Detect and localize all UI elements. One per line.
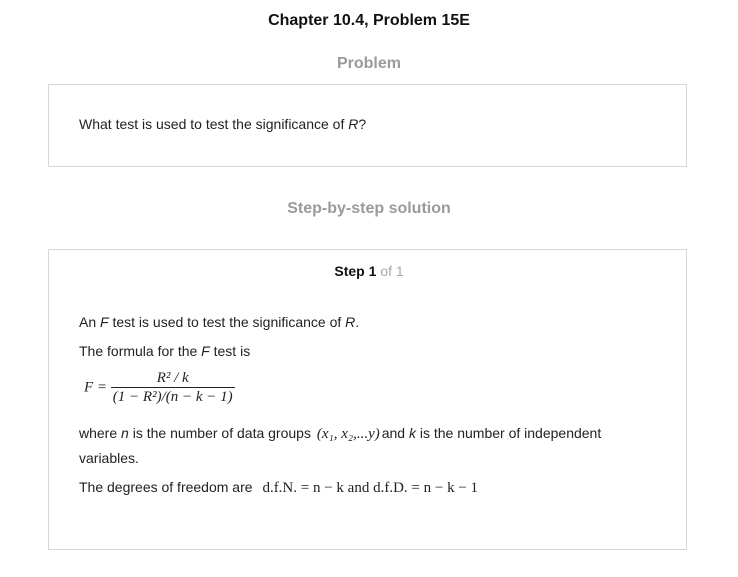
- line1-text: An: [79, 314, 101, 330]
- line2-text: The formula for the: [79, 343, 202, 359]
- line3-var2: k: [408, 425, 416, 441]
- line3-text-c: and: [381, 425, 409, 441]
- formula-numerator: R² / k: [156, 370, 189, 386]
- problem-text-end: ?: [358, 116, 367, 132]
- step-header: [0, 263, 738, 279]
- f-test-formula: [84, 370, 235, 406]
- line1-text-b: test is used to test the significance of: [108, 314, 346, 330]
- line3-var: n: [121, 425, 129, 441]
- step-count: of 1: [376, 263, 404, 279]
- formula-denominator: (1 − R²)/(n − k − 1): [112, 389, 233, 405]
- line1-var2: R: [345, 314, 356, 330]
- step-label: Step: [334, 263, 369, 279]
- problem-text-part: What test is used to test the significance of: [79, 116, 349, 132]
- line1-text-c: .: [355, 314, 360, 330]
- line2-text-b: test is: [209, 343, 251, 359]
- solution-line-5: [79, 479, 478, 497]
- solution-line-1: [79, 314, 359, 330]
- solution-heading: Step-by-step solution: [287, 200, 451, 217]
- formula-fraction: [111, 370, 235, 406]
- line3-text-d: is the number of independent: [415, 425, 602, 441]
- problem-text: [79, 116, 366, 132]
- line3-text-b: is the number of data groups: [128, 425, 315, 441]
- line5-text: The degrees of freedom are: [79, 479, 257, 495]
- line2-var: F: [201, 343, 210, 359]
- solution-line-2: [79, 343, 250, 359]
- line1-var: F: [100, 314, 109, 330]
- line3-text: where: [79, 425, 122, 441]
- line3-tuple: (x₁, x₂,...y): [316, 426, 380, 442]
- formula-lhs: F =: [84, 379, 108, 396]
- solution-line-4: variables.: [79, 450, 139, 466]
- solution-line-3: [79, 425, 601, 443]
- problem-heading: Problem: [336, 55, 401, 72]
- page-title: Chapter 10.4, Problem 15E: [268, 12, 470, 29]
- problem-variable: R: [348, 116, 359, 132]
- step-number: 1: [368, 263, 377, 279]
- degrees-of-freedom-formula: d.f.N. = n − k and d.f.D. = n − k − 1: [262, 480, 479, 496]
